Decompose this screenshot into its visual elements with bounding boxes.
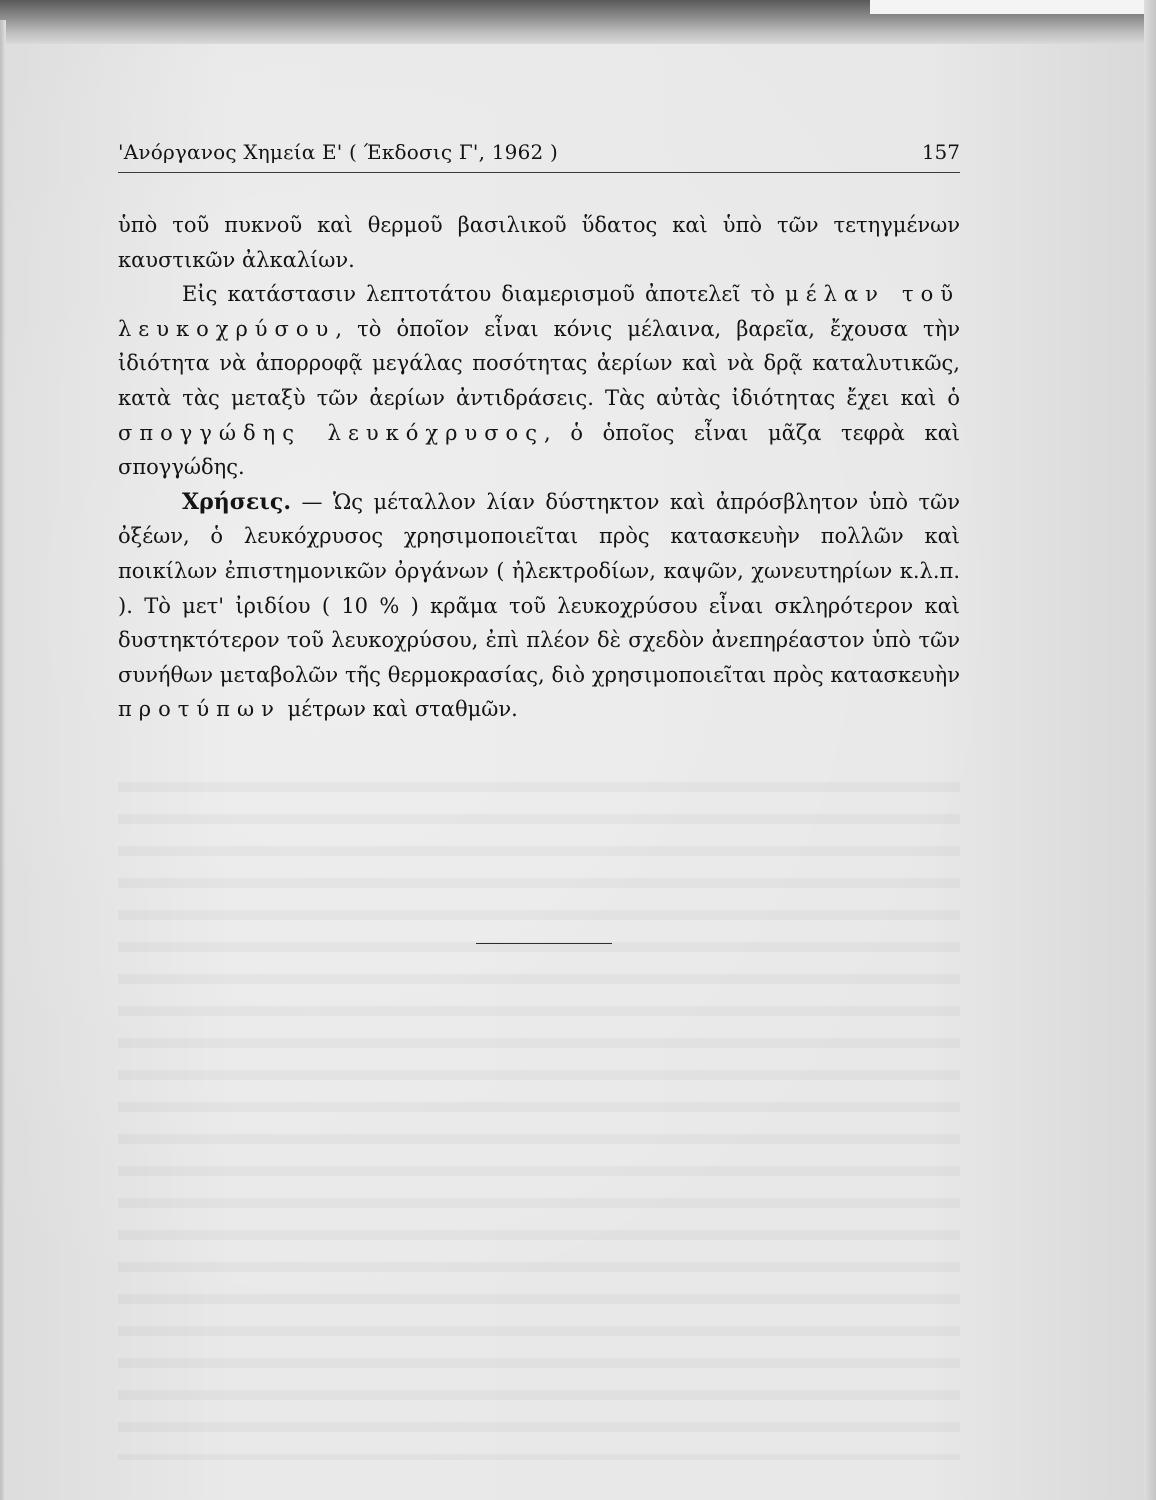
section-end-rule — [476, 943, 612, 944]
paragraph-2-text-b: , τὸ ὁποῖον εἶναι κόνις μέλαινα, βαρεῖα, ἔχουσα τὴν ἰδιότητα νὰ ἀπορροφᾷ μεγάλας ποσότητας ἀερίων καὶ νὰ δρᾷ καταλυτικῶς, κατὰ τὰς μεταξὺ τῶν ἀερίων ἀντιδράσεις. Τὰς αὐτὰς ἰδιότητας ἔχει καὶ ὁ — [118, 316, 960, 410]
paragraph-3-text-b: μέτρων καὶ σταθμῶν. — [280, 697, 518, 722]
paragraph-3 — [118, 485, 960, 727]
paragraph-2-text-c: , ὁ ὁποῖος εἶναι μᾶζα τεφρὰ καὶ σπογγώδης. — [118, 420, 960, 480]
paragraph-2 — [118, 277, 960, 485]
running-header — [118, 138, 960, 173]
term-standards: προτύπων — [118, 697, 281, 722]
paragraph-1: ὑπὸ τοῦ πυκνοῦ καὶ θερμοῦ βασιλικοῦ ὕδατος καὶ ὑπὸ τῶν τετηγμένων καυστικῶν ἀλκαλίων. — [118, 213, 960, 272]
body-text — [118, 208, 960, 727]
paragraph-2-text-a: Εἰς κατάστασιν λεπτοτάτου διαμερισμοῦ ἀποτελεῖ τὸ — [182, 282, 786, 307]
scan-top-highlight — [870, 0, 1156, 14]
page-number: 157 — [921, 140, 960, 164]
scan-right-edge — [1144, 0, 1156, 1500]
section-heading-uses: Χρήσεις. — [182, 488, 291, 515]
paragraph-3-text-a: — Ὡς μέταλλον λίαν δύστηκτον καὶ ἀπρόσβλητον ὑπὸ τῶν ὀξέων, ὁ λευκόχρυσος χρησιμοποιεῖται πρὸς κατασκευὴν πολλῶν καὶ ποικίλων ἐπιστημονικῶν ὀργάνων ( ἠλεκτροδίων, καψῶν, χωνευτηρίων κ.λ.π. ). Τὸ μετ' ἰριδίου ( 10 % ) κρᾶμα τοῦ λευκοχρύσου εἶναι σκληρότερον καὶ δυστηκτότερον τοῦ λευκοχρύσου, ἐπὶ πλέον δὲ σχεδὸν ἀνεπηρέαστον ὑπὸ τῶν συνήθων μεταβολῶν τῆς θερμοκρασίας, διὸ χρησιμοποιεῖται πρὸς κατασκευὴν — [118, 489, 960, 687]
bleed-through-texture — [118, 760, 960, 1460]
term-spongy-platinum: σπογγώδης λευκόχρυσος — [118, 420, 544, 445]
term-black-platinum: μέλαν τοῦ λευκοχρύσου — [118, 282, 960, 341]
header-title: 'Ανόργανος Χημεία Ε' ( Έκδοσις Γ', 1962 ) — [118, 140, 558, 164]
scan-left-edge — [0, 20, 6, 1500]
